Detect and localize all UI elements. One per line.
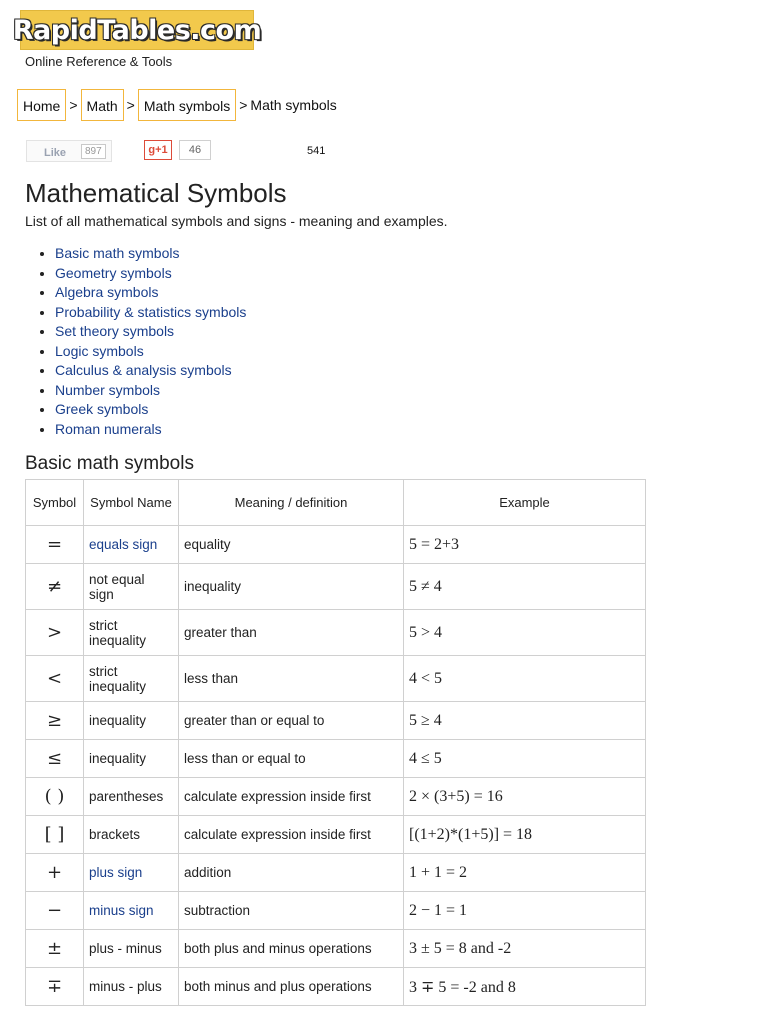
table-row — [26, 564, 646, 610]
symbol-cell: + — [26, 854, 84, 892]
table-row — [26, 610, 646, 656]
meaning-cell: less than — [179, 656, 404, 702]
example-cell: 5 ≠ 4 — [404, 564, 646, 610]
symbol-name-cell — [84, 854, 179, 892]
symbol-cell: ± — [26, 930, 84, 968]
table-row — [26, 526, 646, 564]
fb-like-label: Like — [44, 147, 67, 159]
table-row — [26, 656, 646, 702]
symbol-cell: ≠ — [26, 564, 84, 610]
toc-link[interactable]: Geometry symbols — [55, 264, 172, 281]
meaning-cell: both plus and minus operations — [179, 930, 404, 968]
symbol-name-cell: strict inequality — [84, 656, 179, 702]
page-title: Mathematical Symbols — [25, 178, 287, 208]
toc-link[interactable]: Roman numerals — [55, 420, 162, 437]
meaning-cell: subtraction — [179, 892, 404, 930]
meaning-cell: addition — [179, 854, 404, 892]
example-cell: 5 ≥ 4 — [404, 702, 646, 740]
header-meaning: Meaning / definition — [179, 480, 404, 526]
symbol-cell: ∓ — [26, 968, 84, 1006]
toc-item — [55, 244, 246, 264]
breadcrumb — [17, 88, 337, 122]
example-cell: 5 > 4 — [404, 610, 646, 656]
meaning-cell: greater than or equal to — [179, 702, 404, 740]
table-row — [26, 740, 646, 778]
toc-link[interactable]: Probability & statistics symbols — [55, 303, 247, 320]
breadcrumb-separator: > — [239, 97, 248, 113]
example-cell: 2 × (3+5) = 16 — [404, 778, 646, 816]
header-example: Example — [404, 480, 646, 526]
share-count: 541 — [307, 145, 326, 157]
toc-item — [55, 361, 246, 381]
site-tagline: Online Reference & Tools — [25, 54, 173, 69]
meaning-cell: equality — [179, 526, 404, 564]
google-plus-count: 46 — [179, 140, 211, 160]
header-symbol: Symbol — [26, 480, 84, 526]
example-cell: 1 + 1 = 2 — [404, 854, 646, 892]
table-row — [26, 778, 646, 816]
symbol-name-cell: plus - minus — [84, 930, 179, 968]
breadcrumb-current: Math symbols — [250, 97, 337, 113]
toc-link[interactable]: Set theory symbols — [55, 323, 175, 339]
header-name: Symbol Name — [84, 480, 179, 526]
example-cell: 5 = 2+3 — [404, 526, 646, 564]
breadcrumb-separator: > — [69, 97, 78, 113]
google-plus-button[interactable]: g+1 — [144, 140, 172, 160]
meaning-cell: less than or equal to — [179, 740, 404, 778]
toc-link[interactable]: Logic symbols — [55, 342, 144, 359]
toc-link[interactable]: Basic math symbols — [55, 245, 180, 261]
meaning-cell: inequality — [179, 564, 404, 610]
symbol-cell: [ ] — [26, 816, 84, 854]
table-row — [26, 854, 646, 892]
toc-item — [55, 381, 246, 401]
symbol-name-cell — [84, 526, 179, 564]
example-cell: 3 ∓ 5 = -2 and 8 — [404, 968, 646, 1006]
social-bar — [26, 140, 346, 164]
symbol-name-link[interactable]: plus sign — [89, 865, 143, 880]
example-cell: 4 ≤ 5 — [404, 740, 646, 778]
breadcrumb-math[interactable]: Math — [81, 89, 124, 121]
symbol-name-cell: brackets — [84, 816, 179, 854]
toc-item — [55, 322, 246, 342]
meaning-cell: greater than — [179, 610, 404, 656]
symbol-cell: < — [26, 656, 84, 702]
table-row — [26, 702, 646, 740]
table-row — [26, 816, 646, 854]
page-intro: List of all mathematical symbols and signs - meaning and examples. — [25, 213, 448, 229]
toc-item — [55, 283, 246, 303]
table-row — [26, 930, 646, 968]
symbol-cell: = — [26, 526, 84, 564]
symbol-cell: ≤ — [26, 740, 84, 778]
breadcrumb-separator: > — [126, 97, 135, 113]
fb-like-count: 897 — [81, 144, 106, 159]
symbol-name-cell: parentheses — [84, 778, 179, 816]
table-row — [26, 968, 646, 1006]
toc-item — [55, 342, 246, 362]
facebook-like-button[interactable] — [26, 140, 112, 162]
site-logo[interactable] — [12, 10, 262, 50]
breadcrumb-math-symbols[interactable]: Math symbols — [138, 89, 236, 121]
symbol-cell: ( ) — [26, 778, 84, 816]
meaning-cell: calculate expression inside first — [179, 778, 404, 816]
table-body — [26, 526, 646, 1006]
table-header-row — [26, 480, 646, 526]
symbol-name-cell: not equal sign — [84, 564, 179, 610]
toc-item — [55, 400, 246, 420]
example-cell: [(1+2)*(1+5)] = 18 — [404, 816, 646, 854]
symbol-cell: − — [26, 892, 84, 930]
symbol-name-cell: inequality — [84, 702, 179, 740]
meaning-cell: both minus and plus operations — [179, 968, 404, 1006]
table-of-contents — [55, 244, 246, 439]
toc-link[interactable]: Algebra symbols — [55, 284, 159, 300]
symbols-table — [25, 479, 646, 1006]
toc-item — [55, 303, 246, 323]
symbol-cell: ≥ — [26, 702, 84, 740]
toc-link[interactable]: Calculus & analysis symbols — [55, 362, 232, 378]
example-cell: 4 < 5 — [404, 656, 646, 702]
toc-item — [55, 420, 246, 440]
symbol-name-link[interactable]: equals sign — [89, 537, 158, 552]
meaning-cell: calculate expression inside first — [179, 816, 404, 854]
symbol-name-cell: minus - plus — [84, 968, 179, 1006]
example-cell: 2 − 1 = 1 — [404, 892, 646, 930]
section-title: Basic math symbols — [25, 453, 194, 474]
symbol-name-cell: inequality — [84, 740, 179, 778]
symbol-name-link[interactable]: minus sign — [89, 903, 154, 918]
toc-link[interactable]: Number symbols — [55, 381, 161, 398]
symbol-cell: > — [26, 610, 84, 656]
symbol-name-cell — [84, 892, 179, 930]
toc-link[interactable]: Greek symbols — [55, 401, 149, 417]
breadcrumb-home[interactable]: Home — [17, 89, 66, 121]
symbol-name-cell: strict inequality — [84, 610, 179, 656]
table-row — [26, 892, 646, 930]
toc-item — [55, 264, 246, 284]
logo-text: RapidTables.com — [12, 14, 262, 46]
example-cell: 3 ± 5 = 8 and -2 — [404, 930, 646, 968]
